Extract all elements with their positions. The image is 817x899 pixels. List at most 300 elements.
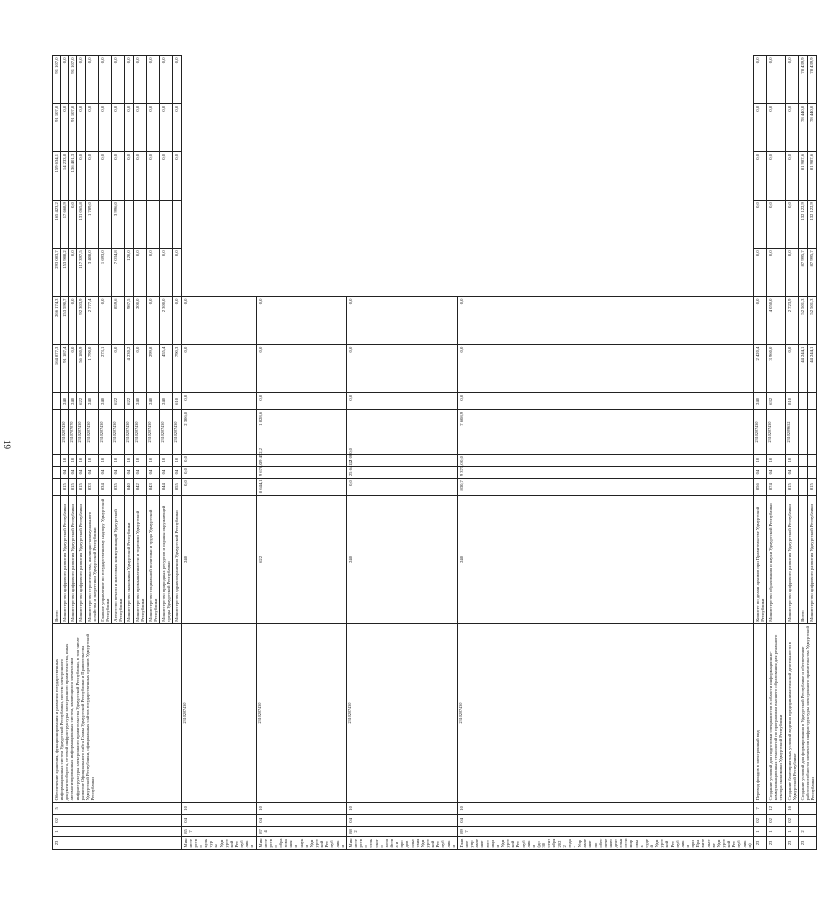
table-row [798, 56, 807, 850]
executor-cell: Министерство образования и науки Удмуртской Республики [767, 495, 785, 623]
pr-cell: 10 [61, 454, 69, 466]
amount-cell: 0,0 [61, 56, 69, 104]
amount-cell: 52 501,3 [798, 297, 807, 345]
pr-cell [808, 454, 817, 466]
amount-cell: 0,0 [146, 104, 159, 152]
measure-title-cell: Создание условий для формирования в Удмуртской Республике и обеспечение работоспособности элементов инфраструктуры электронного правительства Удмуртской Республики [798, 624, 816, 803]
amount-cell: 273,1 [98, 345, 111, 393]
grbs-cell: 815 [808, 478, 817, 495]
code-cell: 7 [753, 802, 766, 814]
budget-table [52, 55, 817, 850]
vr-cell: 240 [98, 393, 111, 410]
amount-cell: 117 397,5 [77, 248, 85, 296]
amount-cell: 132 122,9 [808, 200, 817, 248]
amount-cell: 8 644,1 [256, 478, 346, 495]
amount-cell [133, 200, 146, 248]
amount-cell: 0,0 [173, 104, 181, 152]
vr-cell: 240 [61, 393, 69, 410]
executor-cell: Всего [53, 495, 61, 623]
amount-cell: 0,0 [133, 345, 146, 393]
amount-cell: 1 789,0 [85, 200, 98, 248]
rz-cell: 04 [457, 814, 753, 826]
amount-cell: 87 995,7 [808, 248, 817, 296]
code-cell: 23 [767, 836, 785, 849]
amount-cell: 0,0 [160, 152, 173, 200]
amount-cell: 7 608,9 [457, 410, 753, 454]
amount-cell: 78 440,0 [808, 104, 817, 152]
amount-cell: 0,0 [785, 152, 798, 200]
rz-cell [798, 466, 807, 478]
amount-cell: 0,0 [112, 345, 125, 393]
amount-cell: 0,0 [160, 248, 173, 296]
amount-cell: 0,0 [753, 152, 766, 200]
grbs-cell: 815 [77, 478, 85, 495]
table-row [767, 56, 785, 850]
amount-cell: 0,0 [146, 297, 159, 345]
csr-cell: 2310207430 [457, 624, 753, 803]
amount-cell: 1 693,0 [98, 248, 111, 296]
executor-cell: Главное управление юстиции Удмуртской Республики (до 30 сентября 2022 года - Управление по обеспечению деятельности мировых судей Удмуртской Республики при Правительстве Удмуртской Республики) [457, 836, 753, 849]
amount-cell: 3 408,0 [85, 248, 98, 296]
code-cell [798, 814, 816, 826]
amount-cell: 81 987,6 [798, 152, 807, 200]
rz-cell: 04 [125, 466, 133, 478]
amount-cell: 92 303,9 [77, 297, 85, 345]
rz-cell: 04 [785, 466, 798, 478]
amount-cell: 164 877,3 [53, 345, 61, 393]
measure-title-cell: Создание благоприятных условий ведения предпринимательской деятельности в Удмуртской Республике [785, 624, 798, 803]
code-cell: 23 [53, 836, 182, 849]
table-row [53, 56, 61, 850]
measure-title-cell: Обеспечение хранения, функционирования и развития государственных информационных систем Удмуртской Республики, систем электронного документооборота, сетевой инфраструктуры электронного правительства, иных автоматизированных информационных систем, являющихся элементами инфраструктуры электронного правительства Удмуртской Республики, в том числе развитие Официального сайта Главы Удмуртской Республики и Правительства Удмуртской Республики, официальных сайтов государственных органов Удмуртской Республики [53, 624, 182, 803]
csr-cell: 2310207430 [256, 624, 346, 803]
vr-cell: 610 [173, 393, 181, 410]
amount-cell: 0,0 [785, 56, 798, 104]
pr-cell: 10 [77, 454, 85, 466]
executor-cell: Министерство здравоохранения Удмуртской Республики [173, 495, 181, 623]
rz-cell: 04 [61, 466, 69, 478]
rz-cell: 04 [346, 814, 457, 826]
code-cell: 23 [798, 836, 816, 849]
rz-cell: 04 [98, 466, 111, 478]
amount-cell: 120,0 [125, 248, 133, 296]
amount-cell: 0,0 [69, 248, 77, 296]
amount-cell: 3 996,0 [112, 200, 125, 248]
amount-cell: 0,0 [133, 56, 146, 104]
amount-cell: 0,0 [125, 152, 133, 200]
vr-cell: 240 [69, 393, 77, 410]
amount-cell: 0,0 [133, 248, 146, 296]
amount-cell: 0,0 [173, 56, 181, 104]
amount-cell: 0,0 [160, 56, 173, 104]
vr-cell [808, 393, 817, 410]
vr-cell: 622 [256, 495, 346, 623]
pr-cell: 10 [125, 454, 133, 466]
amount-cell: 52 501,3 [808, 297, 817, 345]
code-cell: 02 [53, 814, 182, 826]
executor-cell: Министерство сельского хозяйства и продовольствия Удмуртской Республики [346, 836, 457, 849]
amount-cell: 0,0 [69, 297, 77, 345]
amount-cell: 91 107,0 [53, 104, 61, 152]
grbs-cell [798, 478, 807, 495]
amount-cell: 0,0 [77, 56, 85, 104]
measure-title-cell: Перевод фондов в электронный вид [753, 624, 766, 803]
pr-cell: 10 [256, 802, 346, 814]
rz-cell [808, 466, 817, 478]
grbs-cell: 855 [173, 478, 181, 495]
amount-cell: 153 988,2 [61, 248, 69, 296]
amount-cell: 859,6 [112, 297, 125, 345]
vr-cell: 240 [753, 393, 766, 410]
amount-cell: 91 107,0 [53, 56, 61, 104]
amount-cell: 0,0 [181, 466, 256, 478]
pr-cell: 10 [767, 454, 785, 466]
csr-cell [798, 410, 807, 454]
vr-cell: 240 [457, 495, 753, 623]
pr-cell: 10 [85, 454, 98, 466]
amount-cell: 2 300,0 [160, 297, 173, 345]
csr-cell: 2310207430 [133, 410, 146, 454]
executor-cell: Агентство печати и массовых коммуникаций Удмуртской Республики [112, 495, 125, 623]
executor-cell: Министерство строительства, жилищно-коммунального хозяйства и энергетики Удмуртской Республики [85, 495, 98, 623]
rz-cell [53, 466, 61, 478]
amount-cell: 17 668,9 [61, 200, 69, 248]
amount-cell: 136 401,3 [69, 152, 77, 200]
amount-cell: 14 233,8 [61, 152, 69, 200]
amount-cell: 0,0 [125, 56, 133, 104]
amount-cell: 0,0 [173, 248, 181, 296]
table-row [753, 56, 766, 850]
code-cell [798, 802, 816, 814]
csr-cell: 2310207430 [181, 624, 256, 803]
csr-cell: 2310207430 [98, 410, 111, 454]
code-cell: 5 [53, 802, 182, 814]
amount-cell: 0,0 [181, 454, 256, 466]
code-cell: 23 [753, 836, 766, 849]
code-cell: 1 [767, 826, 785, 836]
vr-cell: 240 [133, 393, 146, 410]
pr-cell: 10 [146, 454, 159, 466]
amount-cell: 0,0 [98, 56, 111, 104]
amount-cell: 2 420,4 [753, 345, 766, 393]
amount-cell: 0,0 [181, 478, 256, 495]
grbs-cell: 834 [98, 478, 111, 495]
amount-cell: 0,0 [125, 104, 133, 152]
amount-cell: 0,0 [133, 104, 146, 152]
table-row [181, 56, 256, 850]
rz-cell: 04 [112, 466, 125, 478]
amount-cell: 0,0 [346, 393, 457, 410]
amount-cell: 0,0 [753, 248, 766, 296]
amount-cell: 1 828,6 [256, 410, 346, 454]
csr-cell: 2310207430 [61, 410, 69, 454]
amount-cell: 0,0 [753, 104, 766, 152]
executor-cell: Министерство цифрового развития Удмуртской Республики [61, 495, 69, 623]
executor-cell: Министерство промышленности и торговли Удмуртской Республики [133, 495, 146, 623]
rz-cell: 04 [753, 466, 766, 478]
amount-cell: 0,0 [85, 56, 98, 104]
csr-cell [53, 410, 61, 454]
amount-cell: 0,0 [457, 454, 753, 466]
amount-cell: 0,0 [181, 393, 256, 410]
amount-cell: 0,0 [346, 345, 457, 393]
vr-cell: 622 [125, 393, 133, 410]
csr-cell: 2310207430 [125, 410, 133, 454]
amount-cell: 0,0 [146, 248, 159, 296]
amount-cell: 0,0 [85, 152, 98, 200]
code-cell: 02 [785, 814, 798, 826]
amount-cell: 7 034,8 [112, 248, 125, 296]
vr-cell: 622 [77, 393, 85, 410]
grbs-cell: 882 [346, 826, 457, 836]
rz-cell: 04 [77, 466, 85, 478]
amount-cell: 0,0 [77, 152, 85, 200]
rz-cell: 04 [256, 814, 346, 826]
grbs-cell: 815 [69, 478, 77, 495]
pr-cell: 10 [98, 454, 111, 466]
executor-cell: Министерство образования и науки Удмуртской Республики [256, 836, 346, 849]
amount-cell: 1 790,0 [85, 345, 98, 393]
code-cell: 1 [53, 826, 182, 836]
amount-cell: 0,0 [767, 56, 785, 104]
rz-cell: 04 [767, 466, 785, 478]
amount-cell: 0,0 [767, 248, 785, 296]
pr-cell [53, 454, 61, 466]
amount-cell: 25 641,2 [346, 466, 457, 478]
rz-cell: 04 [181, 814, 256, 826]
executor-cell: Комитет по делам архивов при Правительстве Удмуртской Республики [753, 495, 766, 623]
table-body [53, 56, 817, 850]
pr-cell: 10 [160, 454, 173, 466]
grbs-cell: 840 [125, 478, 133, 495]
amount-cell: 293 083,7 [53, 248, 61, 296]
amount-cell: 0,0 [753, 56, 766, 104]
amount-cell: 78 439,9 [798, 56, 807, 104]
csr-cell: 2310207430 [160, 410, 173, 454]
grbs-cell: 833 [85, 478, 98, 495]
executor-cell: Министерство цифрового развития Удмуртской Республики [808, 495, 817, 623]
amount-cell: 0,0 [256, 345, 346, 393]
amount-cell: 0,0 [146, 152, 159, 200]
amount-cell: 153 590,7 [61, 297, 69, 345]
pr-cell: 10 [69, 454, 77, 466]
amount-cell: 44 244,1 [798, 345, 807, 393]
amount-cell: 0,0 [112, 104, 125, 152]
amount-cell: 165 423,2 [53, 200, 61, 248]
executor-cell: Всего [798, 495, 807, 623]
amount-cell: 299,8 [146, 345, 159, 393]
executor-cell: Министерство экономики Удмуртской Республики [125, 495, 133, 623]
grbs-cell: 897 [457, 826, 753, 836]
vr-cell: 240 [85, 393, 98, 410]
amount-cell: 0,0 [767, 104, 785, 152]
executor-cell: Главное управление по государственному надзору Удмуртской Республики [98, 495, 111, 623]
amount-cell: 78 439,9 [808, 56, 817, 104]
grbs-cell: 844 [160, 478, 173, 495]
amount-cell: 0,0 [256, 393, 346, 410]
amount-cell: 91 187,4 [61, 345, 69, 393]
rotated-page [52, 55, 816, 850]
amount-cell: 0,0 [753, 297, 766, 345]
grbs-cell [53, 478, 61, 495]
amount-cell [346, 410, 457, 454]
amount-cell: 0,0 [785, 104, 798, 152]
amount-cell: 0,0 [160, 104, 173, 152]
amount-cell: 0,0 [457, 345, 753, 393]
executor-cell: Министерство природных ресурсов и охраны окружающей среды Удмуртской Республики [160, 495, 173, 623]
amount-cell: 0,0 [346, 478, 457, 495]
amount-cell: 56 180,9 [77, 345, 85, 393]
grbs-cell: 857 [181, 826, 256, 836]
amount-cell: 0,0 [98, 104, 111, 152]
rz-cell: 04 [69, 466, 77, 478]
code-cell: 16 [785, 802, 798, 814]
amount-cell: 0,0 [181, 345, 256, 393]
grbs-cell: 815 [61, 478, 69, 495]
executor-cell: Министерство цифрового развития Удмуртской Республики [785, 495, 798, 623]
vr-cell: 632 [767, 393, 785, 410]
amount-cell: 987,5 [125, 297, 133, 345]
csr-cell: 2310207430 [112, 410, 125, 454]
amount-cell: 0,0 [98, 297, 111, 345]
grbs-cell: 874 [767, 478, 785, 495]
code-cell: 12 [767, 802, 785, 814]
table-row [346, 56, 457, 850]
executor-cell: Министерство культуры Удмуртской Республики [181, 836, 256, 849]
code-cell: 02 [767, 814, 785, 826]
amount-cell: 0,0 [98, 152, 111, 200]
executor-cell: Министерство социальной политики и труда Удмуртской Республики [146, 495, 159, 623]
csr-cell: 2310207430 [173, 410, 181, 454]
code-cell: 2 [798, 826, 816, 836]
amount-cell: 4 230,2 [125, 345, 133, 393]
amount-cell: 2 723,9 [785, 297, 798, 345]
amount-cell: 0,0 [61, 104, 69, 152]
pr-cell: 10 [785, 454, 798, 466]
grbs-cell: 815 [785, 478, 798, 495]
vr-cell [798, 393, 807, 410]
amount-cell: 131 065,8 [77, 200, 85, 248]
pr-cell [798, 454, 807, 466]
amount-cell: 0,0 [767, 200, 785, 248]
amount-cell: 0,0 [785, 200, 798, 248]
csr-cell: 2310707070 [69, 410, 77, 454]
amount-cell: 0,0 [112, 152, 125, 200]
amount-cell: 0,0 [753, 200, 766, 248]
table-row [457, 56, 753, 850]
amount-cell: 91 107,0 [69, 104, 77, 152]
amount-cell: 81 987,6 [808, 152, 817, 200]
amount-cell: 44 244,1 [808, 345, 817, 393]
amount-cell: 0,0 [77, 104, 85, 152]
amount-cell: 830,7 [457, 478, 753, 495]
amount-cell: 0,0 [173, 152, 181, 200]
csr-cell: 2310207430 [77, 410, 85, 454]
table-row [785, 56, 798, 850]
code-cell: 02 [753, 814, 766, 826]
grbs-cell: 856 [753, 478, 766, 495]
amount-cell [98, 200, 111, 248]
pr-cell: 10 [173, 454, 181, 466]
pr-cell: 10 [346, 802, 457, 814]
amount-cell: 790,3 [173, 345, 181, 393]
amount-cell: 0,0 [133, 152, 146, 200]
vr-cell: 622 [112, 393, 125, 410]
amount-cell [146, 200, 159, 248]
amount-cell: 455,4 [160, 345, 173, 393]
amount-cell: 0,0 [785, 248, 798, 296]
grbs-cell: 843 [146, 478, 159, 495]
page-number: 19 [2, 440, 12, 449]
table-row [256, 56, 346, 850]
csr-cell: 2310207430 [146, 410, 159, 454]
rz-cell: 04 [173, 466, 181, 478]
measure-title-cell: Создание условий для подготовки специалистов в области информационно-коммуникационных технологий по программам высшего образования для реального сектора экономики Удмуртской Республики [767, 624, 785, 803]
pr-cell: 10 [112, 454, 125, 466]
executor-cell: Министерство цифрового развития Удмуртской Республики [77, 495, 85, 623]
amount-cell: 0,0 [181, 297, 256, 345]
amount-cell: 87 995,7 [798, 248, 807, 296]
amount-cell: 0,0 [256, 297, 346, 345]
csr-cell: 2310209652 [785, 410, 798, 454]
csr-cell: 2310207430 [346, 624, 457, 803]
amount-cell: 0,0 [767, 152, 785, 200]
csr-cell [808, 410, 817, 454]
pr-cell: 10 [753, 454, 766, 466]
amount-cell: 0,0 [457, 297, 753, 345]
amount-cell: 91 107,0 [69, 56, 77, 104]
grbs-cell: 874 [256, 826, 346, 836]
amount-cell: 9 670,0 [256, 466, 346, 478]
amount-cell: 0,0 [69, 345, 77, 393]
amount-cell: 0,0 [457, 393, 753, 410]
pr-cell: 10 [133, 454, 146, 466]
csr-cell: 2310207430 [753, 410, 766, 454]
amount-cell [125, 200, 133, 248]
amount-cell: 0,0 [785, 345, 798, 393]
grbs-cell: 842 [133, 478, 146, 495]
vr-cell: 240 [160, 393, 173, 410]
csr-cell: 2310207430 [767, 410, 785, 454]
rz-cell: 04 [133, 466, 146, 478]
amount-cell: 0,0 [173, 297, 181, 345]
amount-cell [173, 200, 181, 248]
rz-cell: 04 [85, 466, 98, 478]
amount-cell: 4 050,0 [767, 297, 785, 345]
vr-cell [53, 393, 61, 410]
amount-cell: 19 452,2 [256, 454, 346, 466]
amount-cell: 0,0 [69, 200, 77, 248]
amount-cell: 9 375,0 [457, 466, 753, 478]
amount-cell: 0,0 [346, 297, 457, 345]
amount-cell: 2 306,0 [181, 410, 256, 454]
pr-cell: 10 [181, 802, 256, 814]
amount-cell: 159 634,1 [53, 152, 61, 200]
code-cell: 1 [785, 826, 798, 836]
amount-cell: 132 122,9 [798, 200, 807, 248]
amount-cell: 0,0 [112, 56, 125, 104]
rz-cell: 04 [146, 466, 159, 478]
vr-cell: 240 [346, 495, 457, 623]
amount-cell: 3 960,0 [767, 345, 785, 393]
executor-cell: Министерство цифрового развития Удмуртской Республики [69, 495, 77, 623]
amount-cell: 78 440,0 [798, 104, 807, 152]
pr-cell: 10 [457, 802, 753, 814]
grbs-cell: 835 [112, 478, 125, 495]
code-cell: 1 [753, 826, 766, 836]
amount-cell: 12 000,0 [346, 454, 457, 466]
code-cell: 23 [785, 836, 798, 849]
